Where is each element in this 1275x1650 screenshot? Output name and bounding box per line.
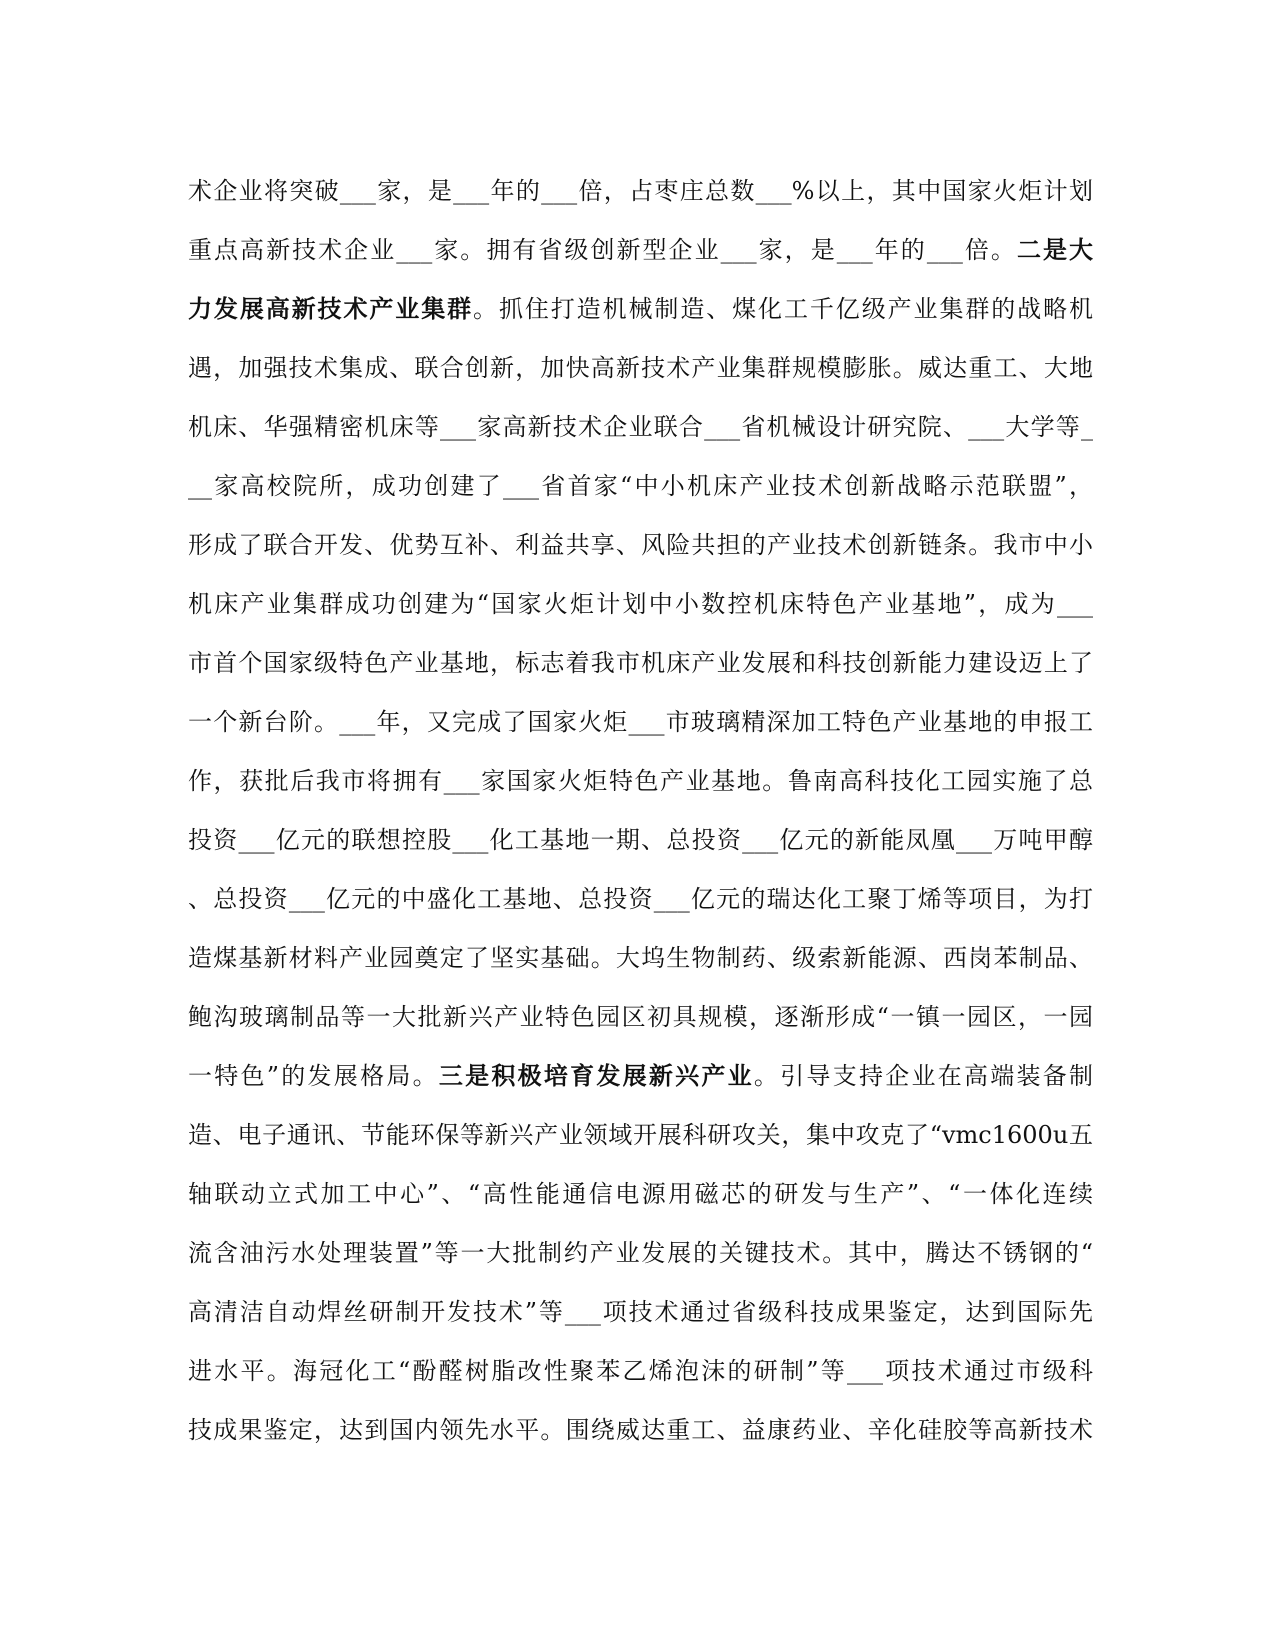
text-line: [188, 516, 1093, 575]
text-segment: 。抓住打造机械制造、煤化工千亿级产业集群的战略机: [473, 295, 1094, 323]
text-line: [188, 1165, 1093, 1224]
text-line: [188, 988, 1093, 1047]
text-segment: 鲍沟玻璃制品等一大批新兴产业特色园区初具规模，逐渐形成“一镇一园区，一园: [188, 1003, 1093, 1031]
text-segment: 造、电子通讯、节能环保等新兴产业领域开展科研攻关，集中攻克了“vmc1600u五: [188, 1121, 1093, 1149]
text-segment: 重点高新技术企业___家。拥有省级创新型企业___家，是___年的___倍。: [188, 236, 1017, 264]
text-segment: 轴联动立式加工中心”、“高性能通信电源用磁芯的研发与生产”、“一体化连续: [188, 1180, 1093, 1208]
text-segment: 机床产业集群成功创建为“国家火炬计划中小数控机床特色产业基地”，成为___: [188, 590, 1093, 618]
text-line: [188, 1047, 1093, 1106]
text-line: [188, 1401, 1093, 1460]
text-line: [188, 929, 1093, 988]
text-line: [188, 811, 1093, 870]
text-segment: 。引导支持企业在高端装备制: [753, 1062, 1093, 1090]
text-segment: 流含油污水处理装置”等一大批制约产业发展的关键技术。其中，腾达不锈钢的“: [188, 1239, 1093, 1267]
text-line: [188, 221, 1093, 280]
text-segment: 机床、华强精密机床等___家高新技术企业联合___省机械设计研究院、___大学等_: [188, 413, 1093, 441]
text-segment: 进水平。海冠化工“酚醛树脂改性聚苯乙烯泡沫的研制”等___项技术通过市级科: [188, 1357, 1093, 1385]
text-segment: 术企业将突破___家，是___年的___倍，占枣庄总数___%以上，其中国家火炬计划: [188, 177, 1093, 205]
text-segment: 作，获批后我市将拥有___家国家火炬特色产业基地。鲁南高科技化工园实施了总: [188, 767, 1093, 795]
text-line: [188, 280, 1093, 339]
text-line: [188, 398, 1093, 457]
text-line: [188, 1283, 1093, 1342]
text-segment: 、总投资___亿元的中盛化工基地、总投资___亿元的瑞达化工聚丁烯等项目，为打: [188, 885, 1093, 913]
bold-heading-text: 三是积极培育发展新兴产业: [438, 1062, 754, 1090]
text-line: [188, 575, 1093, 634]
text-line: [188, 634, 1093, 693]
text-line: [188, 1224, 1093, 1283]
bold-heading-text: 二是大: [1016, 236, 1093, 264]
text-segment: 投资___亿元的联想控股___化工基地一期、总投资___亿元的新能凤凰___万吨甲醇: [188, 826, 1093, 854]
text-line: [188, 1342, 1093, 1401]
text-segment: 造煤基新材料产业园奠定了坚实基础。大坞生物制药、级索新能源、西岗苯制品、: [188, 944, 1093, 972]
text-segment: 一特色”的发展格局。: [188, 1062, 439, 1090]
text-segment: 遇，加强技术集成、联合创新，加快高新技术产业集群规模膨胀。威达重工、大地: [188, 354, 1093, 382]
text-line: [188, 693, 1093, 752]
text-line: [188, 752, 1093, 811]
text-segment: __家高校院所，成功创建了___省首家“中小机床产业技术创新战略示范联盟”，: [188, 472, 1093, 500]
document-body-text: [188, 162, 1093, 1460]
text-segment: 技成果鉴定，达到国内领先水平。围绕威达重工、益康药业、辛化硅胶等高新技术: [188, 1416, 1093, 1444]
text-line: [188, 870, 1093, 929]
text-segment: 一个新台阶。___年，又完成了国家火炬___市玻璃精深加工特色产业基地的申报工: [188, 708, 1093, 736]
text-line: [188, 457, 1093, 516]
text-segment: 形成了联合开发、优势互补、利益共享、风险共担的产业技术创新链条。我市中小: [188, 531, 1093, 559]
text-line: [188, 162, 1093, 221]
text-line: [188, 339, 1093, 398]
text-segment: 高清洁自动焊丝研制开发技术”等___项技术通过省级科技成果鉴定，达到国际先: [188, 1298, 1093, 1326]
bold-heading-text: 力发展高新技术产业集群: [188, 295, 474, 323]
text-segment: 市首个国家级特色产业基地，标志着我市机床产业发展和科技创新能力建设迈上了: [188, 649, 1093, 677]
text-line: [188, 1106, 1093, 1165]
